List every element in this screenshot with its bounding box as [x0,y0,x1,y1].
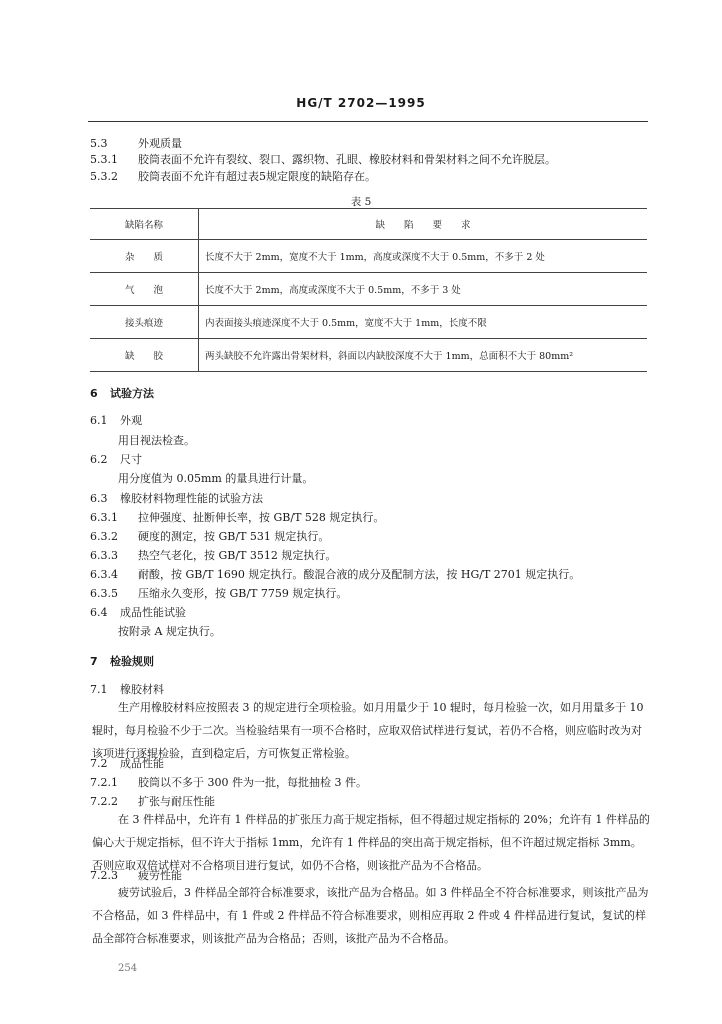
table-header-row [90,209,647,240]
section-number: 6 [90,387,98,400]
clause-number: 7.2 [90,757,108,770]
clause-7-2-3-body: 疲劳试验后，3 件样品全部符合标准要求，该批产品为合格品。如 3 件样品全不符合标准要求，则该批产品为不合格品，如 3 件样品中，有 1 件或 2 件样品不符合标准要求，则相应再取 2 件或 4 件样品进行复试，复试的样品全部符合标准要求，则该批产品为合格品；否则，该批产品为不合格品。 [92,886,649,945]
defect-requirement: 长度不大于 2mm，宽度不大于 1mm，高度或深度不大于 0.5mm，不多于 2 处 [199,240,648,273]
clause-6-2-body: 用分度值为 0.05mm 的量具进行计量。 [118,472,314,485]
clause-7-2-2-body: 在 3 件样品中，允许有 1 件样品的扩张压力高于规定指标，但不得超过规定指标的 20%；允许有 1 件样品的偏心大于规定指标，但不许大于指标 1mm，允许有 1 件样品的突出高于规定指标，但不许超过规定指标 3mm。否则应取双倍试样对不合格项目进行复试，如仍不合格，则该批产品为不合格品。 [92,813,650,872]
clause-number: 6.3.1 [90,511,118,524]
defect-name: 缺 胶 [90,339,199,372]
header-defect-name: 缺陷名称 [90,209,199,240]
page-number: 254 [118,963,138,974]
clause-number: 5.3.2 [90,170,118,183]
clause-number: 6.3.5 [90,587,118,600]
clause-text: 耐酸，按 GB/T 1690 规定执行。酸混合液的成分及配制方法，按 HG/T 2701 规定执行。 [138,568,581,581]
header-rule [88,121,648,122]
clause-7-2 [90,757,164,771]
clause-number: 6.3.4 [90,568,118,581]
section-5-3-heading [90,137,182,151]
clause-text: 压缩永久变形，按 GB/T 7759 规定执行。 [138,587,348,600]
document-code-header: HG/T 2702—1995 [296,96,426,110]
clause-text: 拉伸强度、扯断伸长率，按 GB/T 528 规定执行。 [138,511,385,524]
clause-7-1-body: 生产用橡胶材料应按照表 3 的规定进行全项检验。如月用量少于 10 辊时，每月检验一次，如月用量多于 10 辊时，每月检验不少于二次。当检验结果有一项不合格时，应取双倍试样进行复试，若仍不合格，则应临时改为对该项进行逐辊检验，直到稳定后，方可恢复正常检验。 [92,701,644,760]
defect-requirement: 两头缺胶不允许露出骨架材料，斜面以内缺胶深度不大于 1mm，总面积不大于 80mm² [199,339,648,372]
clause-text: 橡胶材料 [120,683,164,696]
clause-text: 外观 [120,414,142,427]
defect-name: 接头痕迹 [90,306,199,339]
clause-text: 硬度的测定，按 GB/T 531 规定执行。 [138,530,330,543]
section-number: 7 [90,655,98,668]
clause-text: 成品性能试验 [120,606,186,619]
table-row [90,306,647,339]
section-number: 5.3 [90,137,108,150]
clause-number: 6.3 [90,492,108,505]
clause-number: 6.4 [90,606,108,619]
clause-text: 尺寸 [120,453,142,466]
clause-number: 7.2.1 [90,776,118,789]
clause-7-2-1 [90,776,367,790]
clause-number: 5.3.1 [90,153,118,166]
table-row [90,240,647,273]
section-6-heading [90,387,154,401]
table-row [90,273,647,306]
section-title: 试验方法 [110,387,154,400]
clause-number: 6.3.3 [90,549,118,562]
defect-name: 杂 质 [90,240,199,273]
clause-6-4-body: 按附录 A 规定执行。 [118,625,221,638]
table-5-caption: 表 5 [350,196,372,208]
clause-5-3-2 [90,170,376,184]
section-title: 检验规则 [110,655,154,668]
clause-number: 6.1 [90,414,108,427]
table-row [90,339,647,372]
clause-text: 胶筒以不多于 300 件为一批，每批抽检 3 件。 [138,776,367,789]
clause-5-3-1 [90,153,556,167]
clause-6-3-2 [90,530,329,544]
clause-6-3-1 [90,511,384,525]
header-defect-requirement: 缺 陷 要 求 [199,209,648,240]
clause-text: 成品性能 [120,757,164,770]
clause-number: 7.2.2 [90,795,118,808]
clause-6-4 [90,606,186,620]
section-7-heading [90,655,154,669]
clause-number: 7.1 [90,683,108,696]
clause-6-1 [90,414,142,428]
clause-number: 6.2 [90,453,108,466]
clause-text: 胶筒表面不允许有超过表5规定限度的缺陷存在。 [138,170,376,183]
section-title: 外观质量 [138,137,182,150]
clause-6-3 [90,492,263,506]
table-5-defects [90,208,647,372]
clause-text: 胶筒表面不允许有裂纹、裂口、露织物、孔眼、橡胶材料和骨架材料之间不允许脱层。 [138,153,556,166]
clause-text: 热空气老化，按 GB/T 3512 规定执行。 [138,549,337,562]
clause-6-3-5 [90,587,347,601]
defect-requirement: 内表面接头痕迹深度不大于 0.5mm，宽度不大于 1mm，长度不限 [199,306,648,339]
clause-number: 7.2.3 [90,869,118,882]
clause-6-3-4 [90,568,580,582]
clause-6-1-body: 用目视法检查。 [118,434,195,447]
clause-6-3-3 [90,549,336,563]
clause-6-2 [90,453,142,467]
clause-7-2-2 [90,795,215,809]
clause-text: 扩张与耐压性能 [138,795,215,808]
defect-name: 气 泡 [90,273,199,306]
clause-text: 橡胶材料物理性能的试验方法 [120,492,263,505]
clause-7-1 [90,683,164,697]
defect-requirement: 长度不大于 2mm，高度或深度不大于 0.5mm，不多于 3 处 [199,273,648,306]
clause-text: 疲劳性能 [138,869,182,882]
clause-number: 6.3.2 [90,530,118,543]
